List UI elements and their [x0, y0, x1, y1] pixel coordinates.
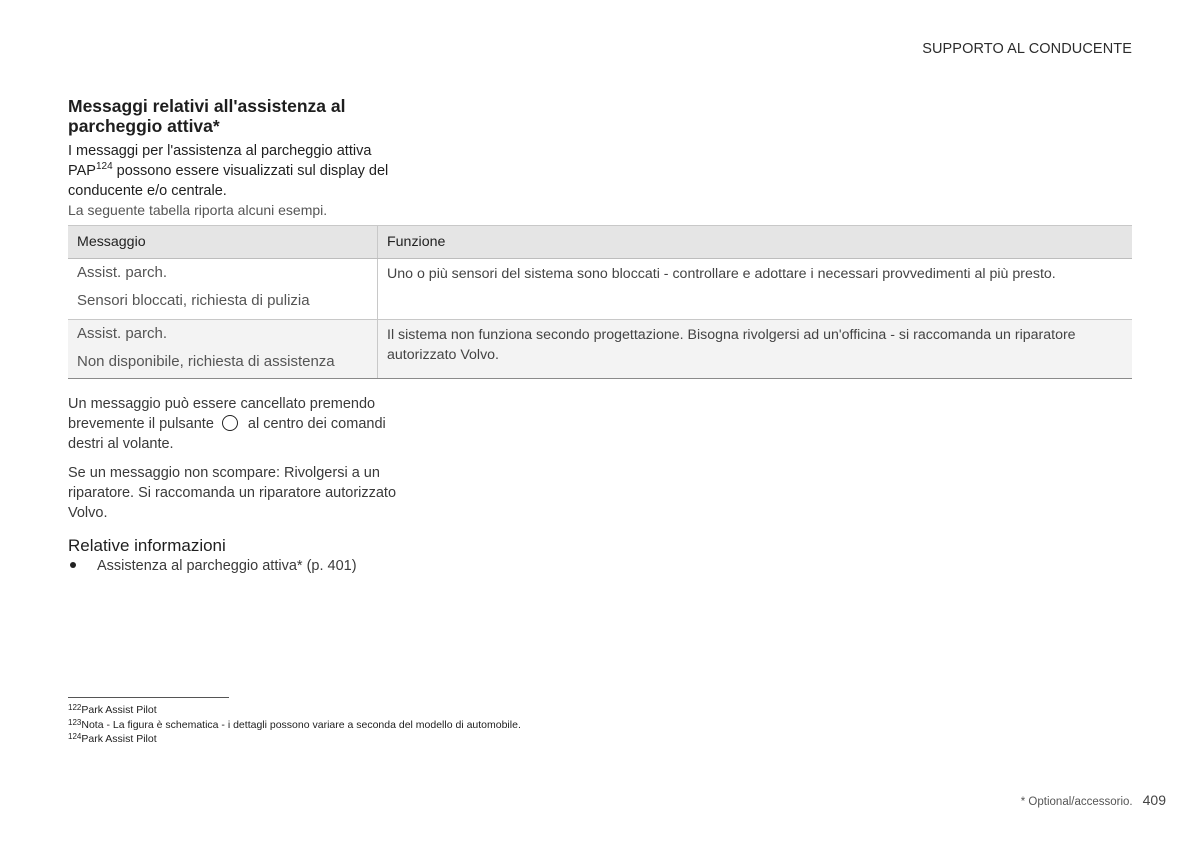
- message-detail: Non disponibile, richiesta di assistenza: [77, 353, 335, 370]
- optional-accessory-note: * Optional/accessorio.: [1020, 796, 1133, 808]
- footnote-text: Nota - La figura è schematica - i dettagli possono variare a seconda del modello di automobile.: [81, 718, 521, 731]
- related-info-heading: Relative informazioni: [68, 536, 226, 555]
- table-row: [68, 320, 1132, 379]
- clear-message-text-1: Un messaggio può essere cancellato premendo brevemente il pulsante: [68, 396, 376, 432]
- clear-message-paragraph: [68, 394, 398, 454]
- intro-paragraph: [68, 141, 398, 201]
- page-title: Messaggi relativi all'assistenza al parcheggio attiva*: [68, 96, 346, 136]
- message-cell: [68, 320, 378, 379]
- footnote-number: 124: [68, 732, 82, 741]
- footnote-ref-124: 124: [95, 161, 113, 172]
- related-info-list: [68, 557, 357, 575]
- message-cell: [68, 259, 378, 320]
- section-header: SUPPORTO AL CONDUCENTE: [922, 41, 1132, 57]
- related-link-label[interactable]: Assistenza al parcheggio attiva* (p. 401): [97, 558, 357, 574]
- related-link-item[interactable]: [68, 557, 357, 575]
- intro-text-1: I messaggi per l'assistenza al parcheggio attiva PAP: [68, 143, 372, 179]
- intro-text-2: possono essere visualizzati sul display del conducente e/o centrale.: [68, 163, 389, 199]
- column-header-message: Messaggio: [68, 226, 378, 259]
- page-number: 409: [1142, 792, 1166, 808]
- table-header-row: [68, 226, 1132, 259]
- table-lead-text: La seguente tabella riporta alcuni esempi.: [68, 202, 328, 218]
- message-detail: Sensori bloccati, richiesta di pulizia: [77, 292, 310, 309]
- footnote-text: Park Assist Pilot: [81, 704, 157, 716]
- footnote: [68, 718, 521, 733]
- function-cell: [378, 320, 1133, 379]
- message-title: Assist. parch.: [77, 325, 168, 342]
- function-cell: [378, 259, 1133, 320]
- footnotes: [68, 703, 521, 747]
- persistent-message-paragraph: Se un messaggio non scompare: Rivolgersi a un riparatore. Si raccomanda un riparatore autorizzato Volvo.: [68, 465, 397, 521]
- table-row: [68, 259, 1132, 320]
- footnote-number: 122: [68, 703, 82, 712]
- footnote: [68, 703, 521, 718]
- bullet-icon: [70, 562, 76, 568]
- column-header-function: Funzione: [378, 226, 1133, 259]
- messages-table: [68, 225, 1132, 379]
- footnote: [68, 732, 521, 747]
- footnote-divider: [68, 697, 229, 698]
- clear-message-text-2: al centro dei comandi destri al volante.: [68, 416, 386, 452]
- function-text: Il sistema non funziona secondo progettazione. Bisogna rivolgersi ad un'officina - si raccomanda un riparatore autorizzato Volvo.: [387, 327, 1076, 363]
- page-footer: [1021, 792, 1166, 808]
- circle-button-icon: [222, 415, 238, 431]
- message-title: Assist. parch.: [77, 264, 168, 281]
- footnote-number: 123: [68, 717, 82, 727]
- function-text: Uno o più sensori del sistema sono bloccati - controllare e adottare i necessari provvedimenti al più presto.: [387, 266, 1056, 282]
- footnote-text: Park Assist Pilot: [81, 733, 157, 745]
